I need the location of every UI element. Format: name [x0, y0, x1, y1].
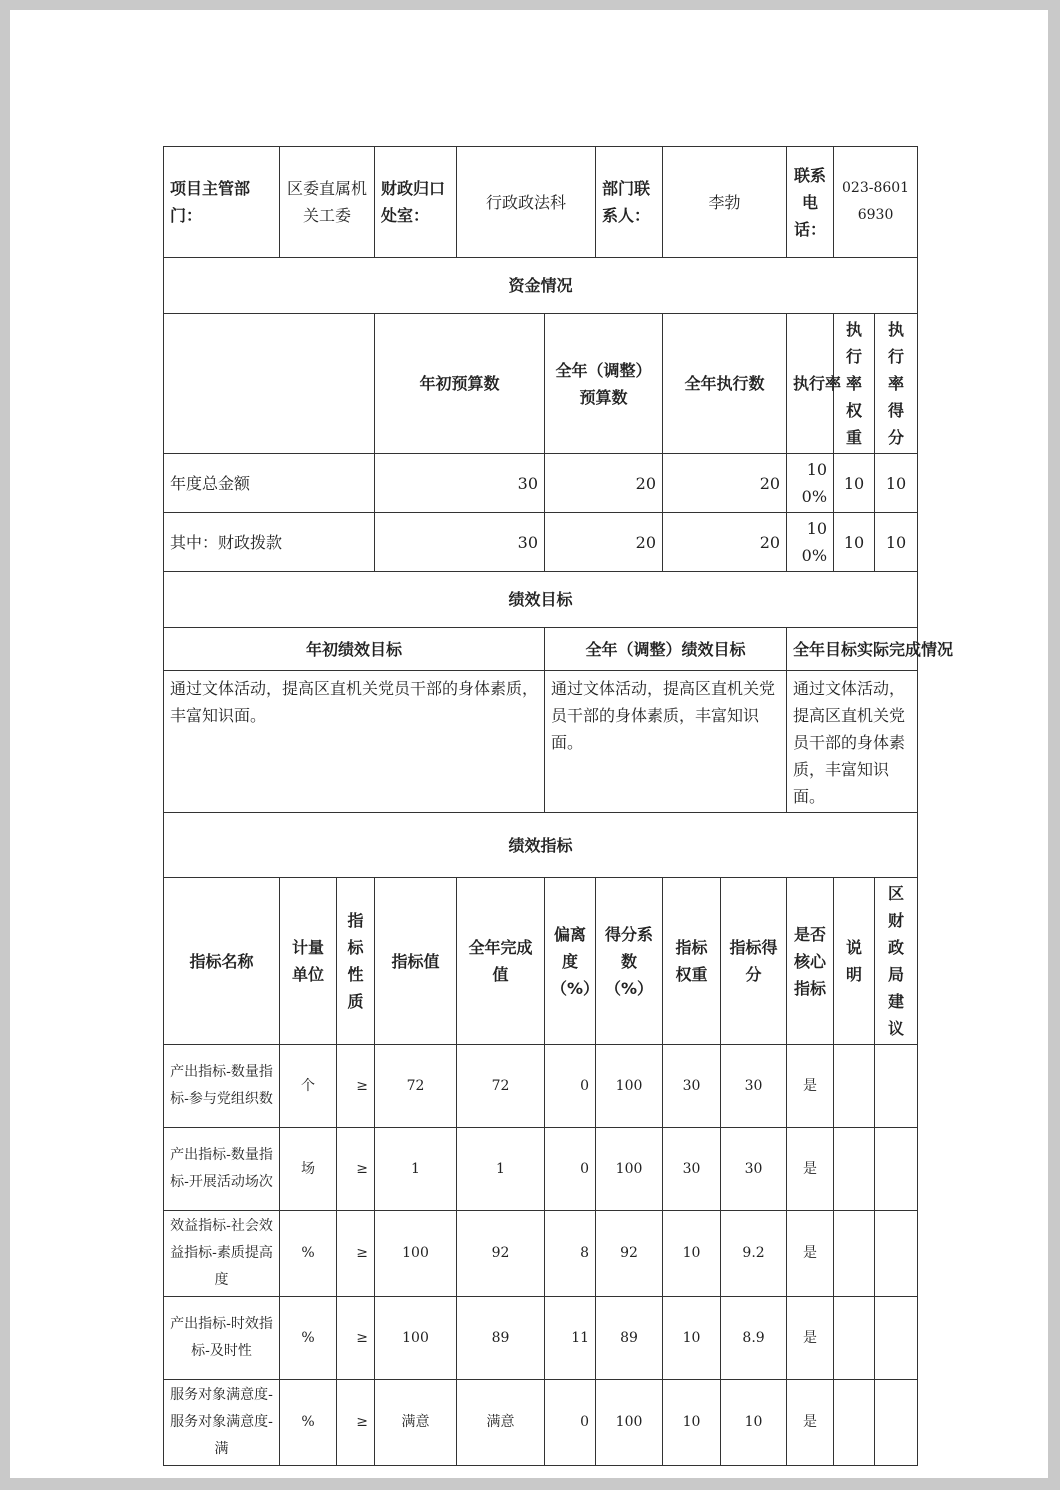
indicators-section-row	[164, 813, 918, 878]
ind-name: 服务对象满意度-服务对象满意度-满	[164, 1380, 280, 1466]
ind-header-note: 说明	[834, 878, 875, 1045]
ind-score: 30	[721, 1045, 787, 1128]
ind-score: 30	[721, 1128, 787, 1211]
ind-actual: 72	[457, 1045, 545, 1128]
document-page	[10, 10, 1048, 1478]
funds-row-executed: 20	[663, 513, 787, 572]
ind-header-actual: 全年完成值	[457, 878, 545, 1045]
ind-note	[834, 1380, 875, 1466]
ind-unit: 个	[280, 1045, 337, 1128]
dept-value: 区委直属机关工委	[280, 147, 375, 258]
ind-name: 产出指标-数量指标-参与党组织数	[164, 1045, 280, 1128]
funds-row	[164, 454, 918, 513]
ind-note	[834, 1297, 875, 1380]
funds-row-weight: 10	[834, 454, 875, 513]
ind-header-core: 是否核心指标	[787, 878, 834, 1045]
ind-nature: ≥	[337, 1297, 375, 1380]
ind-score: 8.9	[721, 1297, 787, 1380]
ind-deviation: 8	[545, 1211, 596, 1297]
ind-unit: %	[280, 1211, 337, 1297]
funds-header-adjusted: 全年（调整）预算数	[545, 314, 663, 454]
ind-deviation: 11	[545, 1297, 596, 1380]
ind-header-advice: 区财政局建议	[875, 878, 918, 1045]
ind-coef: 92	[596, 1211, 663, 1297]
ind-weight: 10	[663, 1211, 721, 1297]
indicator-row	[164, 1380, 918, 1466]
ind-deviation: 0	[545, 1045, 596, 1128]
finance-value: 行政政法科	[457, 147, 596, 258]
contact-label: 部门联系人：	[596, 147, 663, 258]
ind-coef: 89	[596, 1297, 663, 1380]
ind-advice	[875, 1045, 918, 1128]
indicator-row	[164, 1045, 918, 1128]
contact-row	[164, 147, 918, 258]
ind-unit: %	[280, 1380, 337, 1466]
indicators-header-row	[164, 878, 918, 1045]
goals-header-initial: 年初绩效目标	[164, 628, 545, 671]
ind-header-coef: 得分系数（%）	[596, 878, 663, 1045]
ind-core: 是	[787, 1297, 834, 1380]
ind-header-name: 指标名称	[164, 878, 280, 1045]
funds-row-weight: 10	[834, 513, 875, 572]
funds-header-executed: 全年执行数	[663, 314, 787, 454]
phone-value: 023-86016930	[834, 147, 918, 258]
ind-coef: 100	[596, 1380, 663, 1466]
ind-header-weight: 指标权重	[663, 878, 721, 1045]
ind-core: 是	[787, 1211, 834, 1297]
funds-row-executed: 20	[663, 454, 787, 513]
funds-header-weight: 执行率权重	[834, 314, 875, 454]
goals-section-row	[164, 572, 918, 628]
ind-actual: 1	[457, 1128, 545, 1211]
funds-row-adjusted: 20	[545, 454, 663, 513]
funds-row-rate: 100%	[787, 513, 834, 572]
ind-header-target: 指标值	[375, 878, 457, 1045]
ind-name: 产出指标-数量指标-开展活动场次	[164, 1128, 280, 1211]
funds-header-score: 执行率得分	[875, 314, 918, 454]
funds-row-initial: 30	[375, 454, 545, 513]
indicators-section-title: 绩效指标	[164, 813, 918, 878]
ind-weight: 30	[663, 1128, 721, 1211]
ind-deviation: 0	[545, 1128, 596, 1211]
ind-target: 72	[375, 1045, 457, 1128]
ind-advice	[875, 1211, 918, 1297]
ind-target: 满意	[375, 1380, 457, 1466]
goals-section-title: 绩效目标	[164, 572, 918, 628]
ind-core: 是	[787, 1045, 834, 1128]
funds-row-score: 10	[875, 513, 918, 572]
ind-unit: %	[280, 1297, 337, 1380]
ind-name: 产出指标-时效指标-及时性	[164, 1297, 280, 1380]
goal-actual-text: 通过文体活动，提高区直机关党员干部的身体素质，丰富知识面。	[787, 671, 918, 813]
goals-header-actual: 全年目标实际完成情况	[787, 628, 918, 671]
ind-weight: 10	[663, 1380, 721, 1466]
funds-row-name: 其中：财政拨款	[164, 513, 375, 572]
goal-initial-text: 通过文体活动，提高区直机关党员干部的身体素质，丰富知识面。	[164, 671, 545, 813]
ind-score: 10	[721, 1380, 787, 1466]
goals-header-row	[164, 628, 918, 671]
ind-header-unit: 计量单位	[280, 878, 337, 1045]
goals-header-adjusted: 全年（调整）绩效目标	[545, 628, 787, 671]
ind-target: 100	[375, 1211, 457, 1297]
ind-advice	[875, 1297, 918, 1380]
funds-header-rate: 执行率	[787, 314, 834, 454]
ind-header-score: 指标得分	[721, 878, 787, 1045]
ind-note	[834, 1045, 875, 1128]
ind-weight: 10	[663, 1297, 721, 1380]
ind-unit: 场	[280, 1128, 337, 1211]
phone-label: 联系电话：	[787, 147, 834, 258]
indicator-row	[164, 1211, 918, 1297]
dept-label: 项目主管部门：	[164, 147, 280, 258]
ind-weight: 30	[663, 1045, 721, 1128]
ind-advice	[875, 1380, 918, 1466]
funds-row-adjusted: 20	[545, 513, 663, 572]
funds-header-blank	[164, 314, 375, 454]
funds-row	[164, 513, 918, 572]
ind-score: 9.2	[721, 1211, 787, 1297]
ind-header-deviation: 偏离度（%）	[545, 878, 596, 1045]
ind-actual: 89	[457, 1297, 545, 1380]
ind-name: 效益指标-社会效益指标-素质提高度	[164, 1211, 280, 1297]
ind-nature: ≥	[337, 1128, 375, 1211]
funds-row-initial: 30	[375, 513, 545, 572]
goal-adjusted-text: 通过文体活动，提高区直机关党员干部的身体素质，丰富知识面。	[545, 671, 787, 813]
finance-label: 财政归口处室：	[375, 147, 457, 258]
ind-coef: 100	[596, 1045, 663, 1128]
ind-advice	[875, 1128, 918, 1211]
ind-nature: ≥	[337, 1045, 375, 1128]
ind-actual: 92	[457, 1211, 545, 1297]
funds-header-row	[164, 314, 918, 454]
performance-table	[163, 146, 954, 1466]
ind-header-nature: 指标性质	[337, 878, 375, 1045]
funds-row-score: 10	[875, 454, 918, 513]
ind-core: 是	[787, 1128, 834, 1211]
ind-nature: ≥	[337, 1211, 375, 1297]
funds-row-name: 年度总金额	[164, 454, 375, 513]
ind-target: 1	[375, 1128, 457, 1211]
ind-core: 是	[787, 1380, 834, 1466]
ind-actual: 满意	[457, 1380, 545, 1466]
ind-deviation: 0	[545, 1380, 596, 1466]
indicator-row	[164, 1128, 918, 1211]
ind-nature: ≥	[337, 1380, 375, 1466]
contact-value: 李勃	[663, 147, 787, 258]
goals-value-row	[164, 671, 918, 813]
funds-header-initial: 年初预算数	[375, 314, 545, 454]
ind-note	[834, 1211, 875, 1297]
funds-row-rate: 100%	[787, 454, 834, 513]
funds-section-title: 资金情况	[164, 258, 918, 314]
ind-note	[834, 1128, 875, 1211]
ind-coef: 100	[596, 1128, 663, 1211]
indicator-row	[164, 1297, 918, 1380]
funds-section-row	[164, 258, 918, 314]
ind-target: 100	[375, 1297, 457, 1380]
